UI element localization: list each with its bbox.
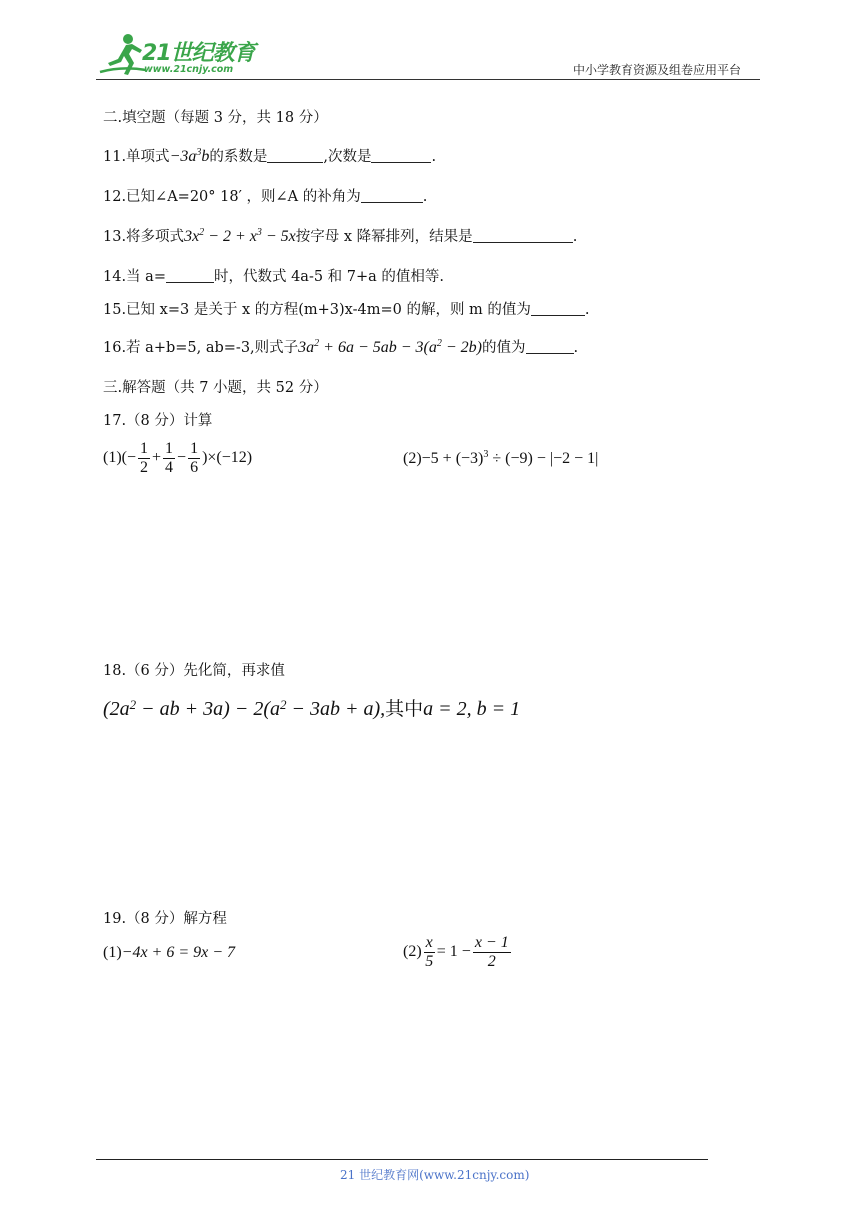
- answer-blank[interactable]: [526, 339, 574, 354]
- answer-blank[interactable]: [361, 188, 423, 203]
- question-13: 13.将多项式$3x^2 - 2 + x^3 - 5x$按字母 x 降幂排列，结果是 .: [103, 227, 578, 245]
- section-title-fill-in: 二.填空题（每题 3 分，共 18 分）: [103, 110, 328, 126]
- fraction: $\frac{x}{5}$: [425, 934, 434, 970]
- section-title-solutions: 三.解答题（共 7 小题，共 52 分）: [103, 380, 328, 396]
- runner-logo-icon: [96, 32, 148, 78]
- q18-expr: ($2a^2$ − ab + $3a) - 2(a^2 - 3ab + a)$,: [103, 697, 386, 720]
- question-18-expression: ($2a^2$ − ab + $3a) - 2(a^2 - 3ab + a)$,其中a = 2, b = 1: [103, 697, 521, 720]
- fraction: $\frac{1}{6}$: [190, 440, 199, 476]
- answer-blank[interactable]: [166, 268, 214, 283]
- question-17-part-1: (1)(− $\frac{1}{2}$ + $\frac{1}{4}$ − $\frac{1}{6}$ )×(−12): [103, 440, 253, 476]
- fraction: $\frac{1}{4}$: [165, 440, 174, 476]
- footer-text: 21 世纪教育网(www.21cnjy.com): [340, 1168, 530, 1182]
- logo-url: www.21cnjy.com: [144, 64, 234, 75]
- fraction: $\frac{1}{2}$: [140, 440, 149, 476]
- logo: [96, 32, 266, 80]
- question-18-title: 18.（6 分）先化简，再求值: [103, 663, 285, 679]
- question-19-part-2: (2) $\frac{x}{5}$ = 1 − $\frac{x - 1}{2}$: [403, 934, 509, 970]
- question-15: 15.已知 x=3 是关于 x 的方程(m+3)x-4m=0 的解，则 m 的值为 .: [103, 302, 590, 318]
- question-14: 14.当 a= 时，代数式 4a-5 和 7+a 的值相等.: [103, 269, 445, 285]
- question-12: 12.已知∠A=20° 18′ ，则∠A 的补角为 .: [103, 189, 428, 205]
- q13-expr: $3x^2 - 2 + x^3 - 5x$: [184, 227, 296, 245]
- question-16: 16.若 a+b=5, ab=-3,则式子$3a^2 + 6a - 5ab - 3(a^2 - 2b)$的值为 .: [103, 338, 579, 356]
- answer-blank[interactable]: [473, 228, 573, 243]
- answer-blank[interactable]: [267, 148, 323, 163]
- question-19-title: 19.（8 分）解方程: [103, 911, 227, 927]
- footer-rule: [96, 1159, 708, 1160]
- answer-blank[interactable]: [371, 148, 431, 163]
- fraction: $\frac{x - 1}{2}$: [474, 934, 509, 970]
- q11-expr: $-3a^3b$: [169, 147, 210, 165]
- question-17-title: 17.（8 分）计算: [103, 413, 213, 429]
- header-rule: [96, 79, 760, 80]
- logo-text: 21世纪教育: [142, 41, 255, 66]
- question-19-part-1: (1)−4x + 6 = 9x − 7: [103, 944, 236, 961]
- q17-p2-expr: $-5 + (-3)^3 \div (-9) - |-2 - 1|$: [421, 449, 599, 467]
- answer-blank[interactable]: [531, 301, 585, 316]
- question-17-part-2: $(2)-5 + (-3)^3 \div (-9) - |-2 - 1|$: [403, 449, 599, 467]
- header-platform-text: 中小学教育资源及组卷应用平台: [573, 63, 742, 77]
- q16-expr: $3a^2 + 6a - 5ab - 3(a^2 - 2b)$: [298, 338, 482, 356]
- question-11: 11.单项式$-3a^3b$的系数是 ,次数是 .: [103, 147, 437, 165]
